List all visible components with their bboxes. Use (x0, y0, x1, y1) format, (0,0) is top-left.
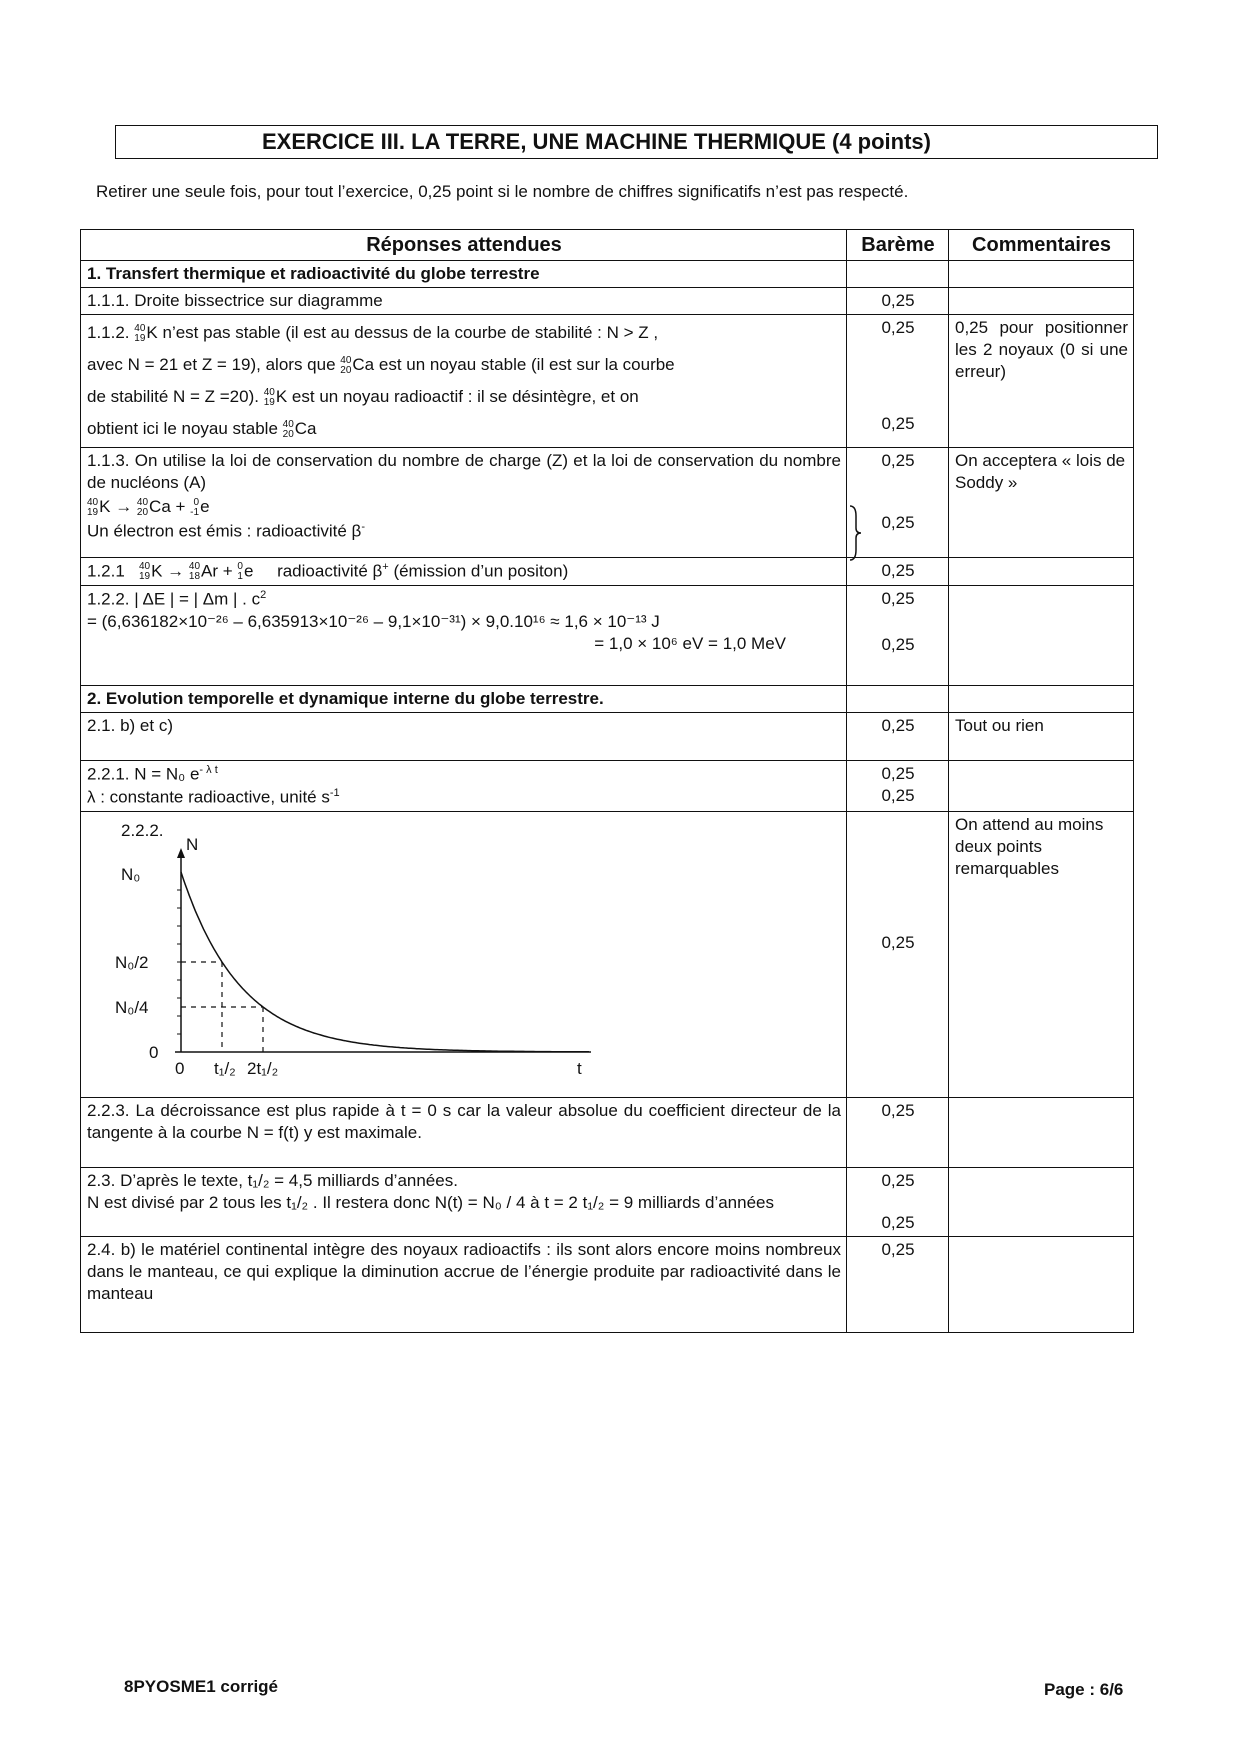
points-2-2-1b: 0,25 (881, 786, 915, 806)
y-tick-label: 0 (149, 1042, 159, 1062)
points-2-2-3: 0,25 (881, 1100, 915, 1120)
table-row (81, 811, 1134, 1097)
exercise-title-box (115, 125, 1158, 159)
y-tick-label: N₀ (121, 864, 141, 884)
y-tick-label: N₀/4 (115, 997, 149, 1017)
table-row (81, 761, 1134, 812)
points-2-2-1a: 0,25 (881, 764, 915, 784)
footer-code: 8PYOSME1 corrigé (124, 1677, 279, 1696)
section-2-row (81, 685, 1134, 712)
table-row (81, 1236, 1134, 1332)
x-tick-label: 0 (175, 1058, 185, 1078)
col-header-answers: Réponses attendues (81, 230, 847, 261)
grading-note: Retirer une seule fois, pour tout l’exercice, 0,25 point si le nombre de chiffres significatifs n’est pas respecté. (96, 182, 909, 201)
x-tick-label: t₁/₂ (214, 1058, 236, 1078)
decay-chart (81, 812, 847, 1112)
decay-curve (181, 872, 589, 1052)
footer-page: Page : 6/6 (1044, 1680, 1124, 1699)
points-1-1-2a: 0,25 (881, 318, 915, 338)
table-row (81, 585, 1134, 685)
points-2-2-2: 0,25 (881, 932, 915, 952)
section-1-title: 1. Transfert thermique et radioactivité du globe terrestre (81, 261, 847, 288)
points-1-2-2b: 0,25 (881, 635, 915, 655)
x-tick-label: 2t₁/₂ (247, 1058, 279, 1078)
nuclide-K: 40 19 (134, 322, 146, 344)
equation-1-1-3: 40 19 K → 40 20 Ca + 0 -1 e (87, 496, 210, 518)
points-1-2-2a: 0,25 (881, 588, 915, 608)
points-1-1-1: 0,25 (881, 291, 915, 311)
table-row (81, 315, 1134, 448)
y-tick-label: N₀/2 (115, 952, 149, 972)
answer-1-2-1: 1.2.1 40 19 K → 40 18 Ar + 0 1 e radioactivité β+ (émission d’un positon) (81, 558, 847, 586)
answer-2-2-3: 2.2.3. La décroissance est plus rapide à t = 0 s car la valeur absolue du coefficient directeur de la tangente à la courbe N = f(t) y est maximale. (81, 1097, 847, 1167)
comment-2-2-2: On attend au moins deux points remarquables (949, 811, 1134, 1097)
answer-2-4: 2.4. b) le matériel continental intègre des noyaux radioactifs : ils sont alors encore moins nombreux dans le manteau, ce qui explique la diminution accrue de l’énergie produite par radioactivité dans le manteau (81, 1236, 847, 1332)
table-header-row (81, 230, 1134, 261)
exercise-title: EXERCICE III. LA TERRE, UNE MACHINE THERMIQUE (4 points) (262, 129, 931, 154)
points-1-1-2b: 0,25 (881, 414, 915, 434)
brace-mark (848, 504, 862, 562)
answer-2-2-2 (81, 811, 847, 1097)
points-2-3a: 0,25 (881, 1170, 915, 1190)
x-axis-label: t (577, 1058, 582, 1078)
table-row (81, 288, 1134, 315)
nuclide-Ca: 40 20 (340, 354, 352, 376)
points-2-1: 0,25 (881, 716, 915, 736)
answer-2-1: 2.1. b) et c) (81, 713, 847, 761)
section-1-row (81, 261, 1134, 288)
comment-1-1-2: 0,25 pour positionner les 2 noyaux (0 si une erreur) (949, 315, 1134, 448)
answer-1-2-2: 1.2.2. | ΔE | = | Δm | . $c^2$ = (6,636182×10⁻²⁶ – 6,635913×10⁻²⁶ – 9,1×10⁻³¹) × 9,0.10¹⁶ ≈ 1,6 × 10⁻¹³ J = 1,0 × 10⁶ eV = 1,0 MeV (81, 585, 847, 685)
answer-1-1-2: 1.1.2. 40 19 K n’est pas stable (il est au dessus de la courbe de stabilité : N > Z , avec N = 21 et Z = 19), alors que 40 20 Ca est un noyau stable (il est sur la courbe de stabilité N = Z =20). 40 19 K est un noyau radioactif : il se désintègre, et on obtient ici le noyau stable 40 20 Ca (81, 315, 847, 448)
points-1-1-3b: 0,25 (881, 513, 915, 533)
answer-table (80, 229, 1134, 1333)
points-2-4: 0,25 (881, 1239, 915, 1259)
answer-2-3: 2.3. D’après le texte, t₁/₂ = 4,5 milliards d’années. N est divisé par 2 tous les t₁/₂ . Il restera donc N(t) = N₀ / 4 à t = 2 t₁/₂ = 9 milliards d’années (81, 1167, 847, 1236)
y-axis-label: N (186, 834, 199, 854)
points-2-3b: 0,25 (881, 1212, 915, 1232)
table-row (81, 1167, 1134, 1236)
points-1-1-3a: 0,25 (881, 451, 915, 471)
section-2-title: 2. Evolution temporelle et dynamique interne du globe terrestre. (81, 685, 847, 712)
col-header-points: Barème (847, 230, 949, 261)
points-1-2-1: 0,25 (881, 561, 915, 581)
answer-1-1-1: 1.1.1. Droite bissectrice sur diagramme (81, 288, 847, 315)
y-axis-arrow (177, 848, 185, 858)
chart-label: 2.2.2. (121, 820, 164, 840)
table-row (81, 558, 1134, 586)
answer-1-1-3: 1.1.3. On utilise la loi de conservation du nombre de charge (Z) et la loi de conservation du nombre de nucléons (A) 40 19 K → 40 20 Ca + 0 -1 e Un électron est émis : radioactivité β- (81, 448, 847, 558)
comment-2-1: Tout ou rien (949, 713, 1134, 761)
answer-2-2-1: 2.2.1. N = N₀ $e^{- \lambda t}$ λ : constante radioactive, unité $s^{-1}$ (81, 761, 847, 812)
comment-1-1-3: On acceptera « lois de Soddy » (949, 448, 1134, 558)
col-header-comments: Commentaires (949, 230, 1134, 261)
table-row (81, 713, 1134, 761)
table-row (81, 448, 1134, 558)
